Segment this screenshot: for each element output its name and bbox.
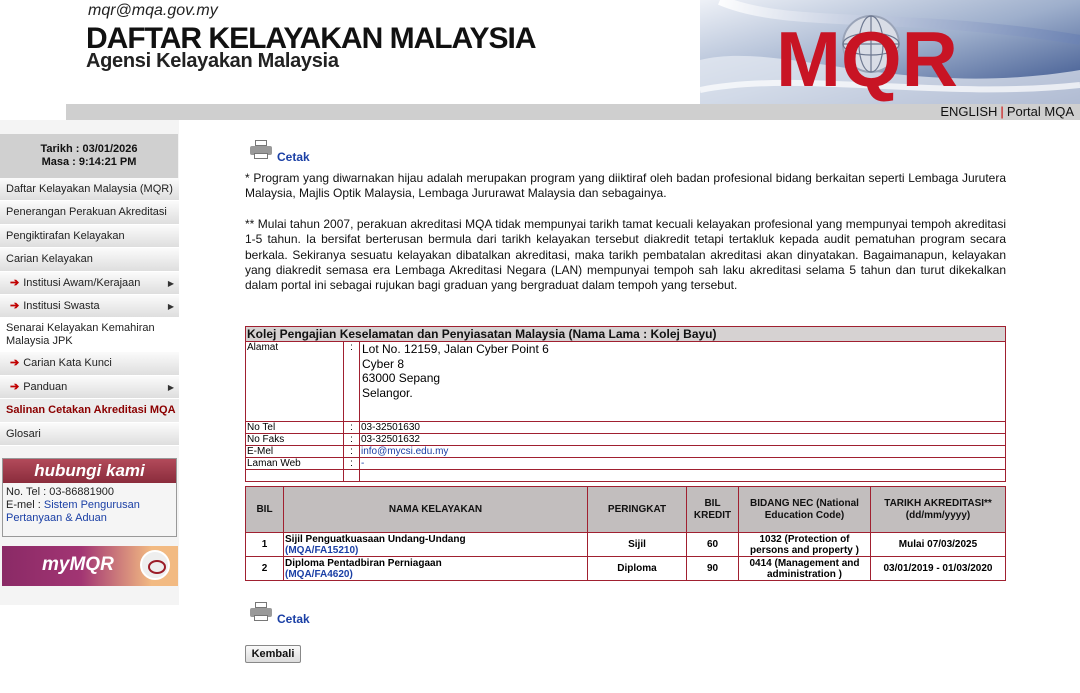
col-header-kredit: BIL KREDIT <box>687 487 739 533</box>
red-arrow-icon: ➔ <box>10 380 20 393</box>
sidebar-item-mqr[interactable] <box>0 178 179 201</box>
fax-value: 03-32501632 <box>360 434 1006 446</box>
print-link-top[interactable]: Cetak <box>277 150 310 164</box>
notes <box>245 171 1006 309</box>
tel-value: 03-32501630 <box>360 422 1006 434</box>
colon: : <box>344 422 360 434</box>
contact-email-line <box>6 499 173 525</box>
note-professional: * Program yang diwarnakan hijau adalah merupakan program yang diiktiraf oleh badan profesional bidang berkaitan seperti Lembaga Jurutera Malaysia, Majlis Optik Malaysia, Lembaga Jururawat Malaysia dan sebagainya. <box>245 171 1006 201</box>
sidebar-item-carian[interactable] <box>0 248 179 271</box>
tel-label: No Tel <box>246 422 344 434</box>
mymqr-label: myMQR <box>42 554 114 575</box>
note-accreditation: ** Mulai tahun 2007, perakuan akreditasi MQA tidak mempunyai tarikh tamat kecuali kelayakan profesional yang mempunyai tempoh akreditasi 1-5 tahun. Ia bersifat berterusan bermula dari tarikh kelayakan tersebut diakredit tetapi tertakluk kepada audit pematuhan program secara berkala. Sekiranya sesuatu kelayakan dibatalkan akreditasi, maka tarikh pembatalan akreditasi akan dinyatakan. Bagaimanapun, kelayakan yang diakredit semasa era Lembaga Akreditasi Negara (LAN) mempunyai tempoh sah laku akreditasi selama 5 tahun dan turut dikekalkan dalam portal ini sebagai rujukan bagi graduan yang bergraduat dalam tempoh yang tersebut. <box>245 216 1006 293</box>
contact-tel: No. Tel : 03-86881900 <box>6 486 115 498</box>
address-label: Alamat <box>246 342 344 422</box>
sidebar-item-label: Institusi Swasta <box>23 299 100 312</box>
cell-tarikh: 03/01/2019 - 01/03/2020 <box>871 557 1006 581</box>
table-row <box>246 557 1006 581</box>
top-nav-bar <box>66 104 1080 120</box>
institution-web-link[interactable]: - <box>361 458 365 469</box>
date-text: Tarikh : 03/01/2026 <box>40 143 138 155</box>
sidebar-item-label: Carian Kata Kunci <box>23 357 112 370</box>
submenu-arrow-icon: ▶ <box>167 382 174 392</box>
email-value <box>360 446 1006 458</box>
colon: : <box>344 446 360 458</box>
sidebar-item-label: Penerangan Perakuan Akreditasi <box>6 206 167 219</box>
nav-separator: | <box>1000 104 1004 119</box>
sidebar-item-institusi-swasta[interactable] <box>0 295 179 318</box>
mymqr-banner[interactable] <box>2 546 178 586</box>
cell-bil: 2 <box>246 557 284 581</box>
english-link[interactable]: ENGLISH <box>940 104 998 119</box>
colon: : <box>344 458 360 470</box>
submenu-arrow-icon: ▶ <box>167 278 174 288</box>
address-line: 63000 Sepang <box>362 371 441 385</box>
sidebar-item-glosari[interactable] <box>0 423 179 446</box>
contact-box <box>2 458 177 537</box>
address-line: Cyber 8 <box>362 356 405 371</box>
sidebar-item-kata-kunci[interactable] <box>0 352 179 375</box>
sidebar-item-label: Senarai Kelayakan Kemahiran Malaysia JPK <box>6 322 155 348</box>
col-header-bil: BIL <box>246 487 284 533</box>
institution-info-table <box>245 326 1006 482</box>
portal-mqa-link[interactable]: Portal MQA <box>1006 104 1074 119</box>
header-email: mqr@mqa.gov.my <box>88 2 218 19</box>
col-header-nama: NAMA KELAYAKAN <box>284 487 588 533</box>
table-row <box>246 533 1006 557</box>
sidebar-item-salinan-cetakan[interactable] <box>0 399 179 422</box>
sidebar-item-label: Institusi Awam/Kerajaan <box>23 276 141 289</box>
email-label: E-Mel <box>246 446 344 458</box>
address-line: Lot No. 12159, Jalan Cyber Point 6 <box>362 342 549 356</box>
sidebar-item-label: Daftar Kelayakan Malaysia (MQR) <box>6 183 173 195</box>
sidebar-menu <box>0 178 179 446</box>
time-text: Masa : 9:14:21 PM <box>41 156 137 168</box>
submenu-arrow-icon: ▶ <box>167 301 174 311</box>
printer-icon[interactable] <box>250 602 272 622</box>
site-header <box>0 0 1080 104</box>
col-header-nec: BIDANG NEC (National Education Code) <box>739 487 871 533</box>
web-value <box>360 458 1006 470</box>
web-label: Laman Web <box>246 458 344 470</box>
cell-tarikh: Mulai 07/03/2025 <box>871 533 1006 557</box>
site-subtitle: Agensi Kelayakan Malaysia <box>86 50 339 72</box>
address-value <box>360 342 1006 422</box>
sidebar-item-label: Pengiktirafan Kelayakan <box>6 229 125 242</box>
cell-nec: 0414 (Management and administration ) <box>739 557 871 581</box>
sidebar-item-label: Glosari <box>6 427 41 440</box>
mqr-logo <box>700 0 1080 104</box>
qualifications-table <box>245 486 1006 581</box>
date-time-box <box>0 134 178 178</box>
qualification-code-link[interactable]: (MQA/FA4620) <box>285 568 353 580</box>
cell-bil: 1 <box>246 533 284 557</box>
sidebar-item-label: Carian Kelayakan <box>6 253 93 266</box>
sidebar-item-jpk[interactable] <box>0 318 179 352</box>
qualification-name: Sijil Penguatkuasaan Undang-Undang <box>285 533 466 545</box>
sidebar <box>0 120 179 605</box>
sidebar-item-penerangan[interactable] <box>0 201 179 224</box>
colon: : <box>344 434 360 446</box>
institution-email-link[interactable]: info@mycsi.edu.my <box>361 446 449 457</box>
cell-peringkat: Sijil <box>588 533 687 557</box>
mqr-emblem-icon <box>140 550 170 580</box>
cell-peringkat: Diploma <box>588 557 687 581</box>
red-arrow-icon: ➔ <box>10 276 20 289</box>
cell-nama <box>284 533 588 557</box>
col-header-tarikh: TARIKH AKREDITASI** (dd/mm/yyyy) <box>871 487 1006 533</box>
site-title: DAFTAR KELAYAKAN MALAYSIA <box>86 22 536 55</box>
sidebar-item-panduan[interactable] <box>0 376 179 399</box>
red-arrow-icon: ➔ <box>10 357 20 370</box>
fax-label: No Faks <box>246 434 344 446</box>
red-arrow-icon: ➔ <box>10 299 20 312</box>
logo-text: MQR <box>776 15 958 103</box>
table-header-row <box>246 487 1006 533</box>
print-link-bottom[interactable]: Cetak <box>277 612 310 626</box>
cell-kredit: 60 <box>687 533 739 557</box>
colon: : <box>344 342 360 422</box>
back-button[interactable]: Kembali <box>245 645 301 663</box>
contact-body <box>3 483 176 536</box>
institution-name: Kolej Pengajian Keselamatan dan Penyiasatan Malaysia (Nama Lama : Kolej Bayu) <box>246 327 1006 342</box>
address-line: Selangor. <box>362 385 413 400</box>
sidebar-item-label: Salinan Cetakan Akreditasi MQA <box>6 404 176 417</box>
cell-nama <box>284 557 588 581</box>
blank-cell <box>360 470 1006 482</box>
printer-icon[interactable] <box>250 140 272 160</box>
qualification-name: Diploma Pentadbiran Perniagaan <box>285 557 442 569</box>
blank-cell <box>344 470 360 482</box>
cell-nec: 1032 (Protection of persons and property ) <box>739 533 871 557</box>
cell-kredit: 90 <box>687 557 739 581</box>
blank-cell <box>246 470 344 482</box>
contact-heading: hubungi kami <box>3 459 176 483</box>
sidebar-item-label: Panduan <box>23 380 68 393</box>
sidebar-item-institusi-awam[interactable] <box>0 272 179 295</box>
qualification-code-link[interactable]: (MQA/FA15210) <box>285 544 359 556</box>
contact-email-link[interactable]: Sistem Pengurusan Pertanyaan & Aduan <box>6 499 140 524</box>
col-header-peringkat: PERINGKAT <box>588 487 687 533</box>
contact-email-prefix: E-mel : <box>6 499 44 511</box>
sidebar-item-pengiktirafan[interactable] <box>0 225 179 248</box>
